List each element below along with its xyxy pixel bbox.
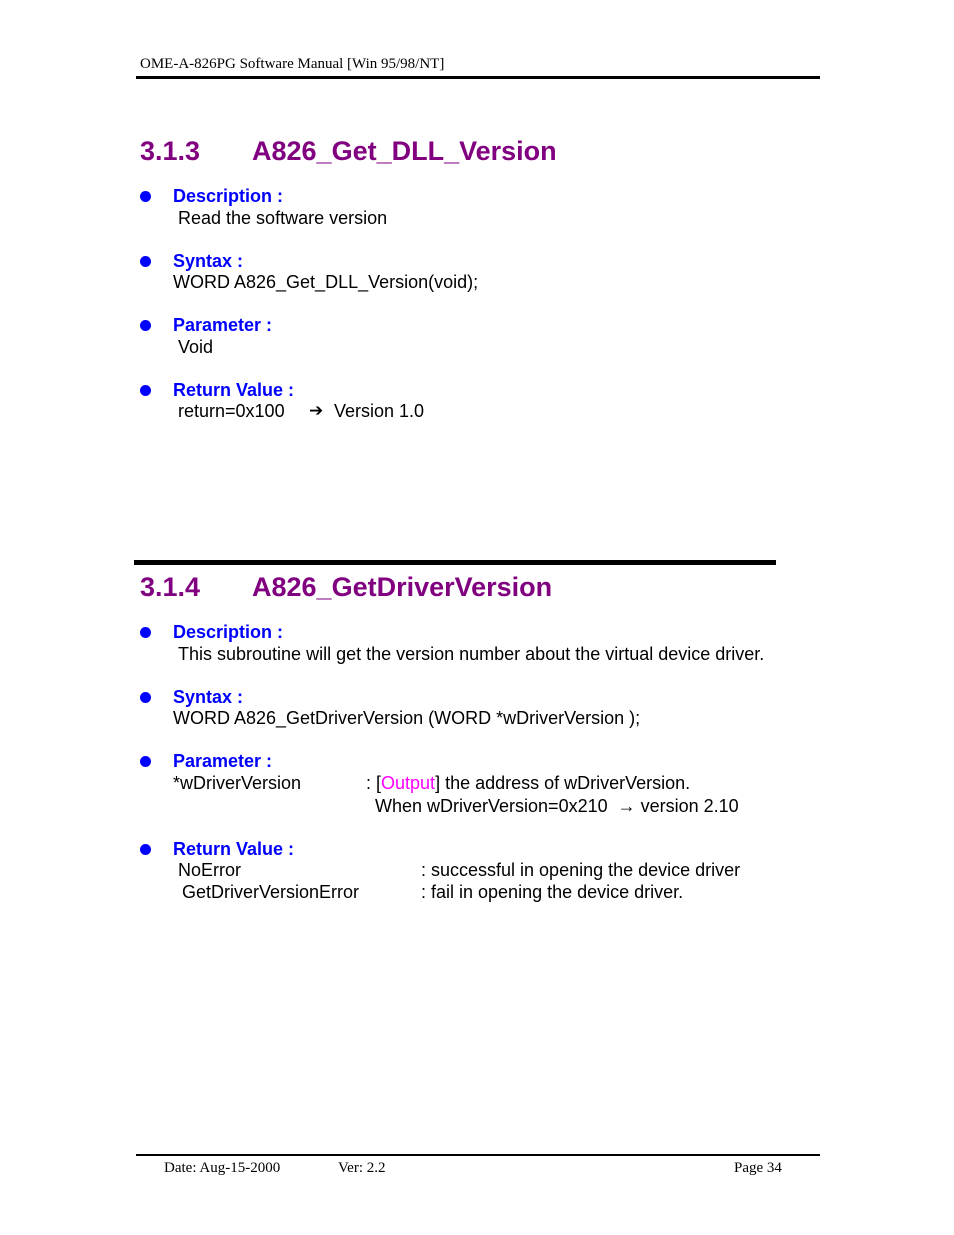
header-rule: [136, 76, 820, 79]
description-label: Description :: [173, 186, 284, 206]
description-label: Description :: [173, 622, 284, 642]
bullet-icon: [140, 844, 151, 855]
parameter-name: *wDriverVersion: [173, 773, 302, 793]
param-output-tag: Output: [381, 773, 436, 793]
description-text: This subroutine will get the version number about the virtual device driver.: [178, 644, 765, 664]
arrow-right-icon: →: [617, 796, 636, 816]
description-text: Read the software version: [178, 208, 388, 228]
footer-page-number: Page 34: [734, 1160, 782, 1176]
param-prefix: : [: [366, 773, 382, 793]
footer-version: Ver: 2.2: [338, 1160, 386, 1176]
bullet-icon: [140, 320, 151, 331]
section-divider: [134, 560, 776, 565]
return-label: Return Value :: [173, 380, 295, 400]
param-suffix: ] the address of wDriverVersion.: [435, 773, 691, 793]
section-heading: [140, 136, 557, 167]
param-note-version: version 2.10: [640, 796, 739, 816]
section-title: A826_GetDriverVersion: [252, 572, 553, 602]
syntax-text: WORD A826_Get_DLL_Version(void);: [173, 272, 479, 292]
footer-date: Date: Aug-15-2000: [164, 1160, 281, 1176]
bullet-icon: [140, 756, 151, 767]
return-desc-text: Version 1.0: [334, 401, 425, 421]
running-header: OME-A-826PG Software Manual [Win 95/98/NT]: [140, 56, 445, 72]
return-name: GetDriverVersionError: [182, 882, 360, 902]
return-desc: : fail in opening the device driver.: [421, 882, 684, 902]
bullet-icon: [140, 256, 151, 267]
parameter-desc: [366, 773, 690, 794]
return-value-text: return=0x100: [178, 401, 285, 421]
return-desc: : successful in opening the device driver: [421, 860, 741, 880]
syntax-text: WORD A826_GetDriverVersion (WORD *wDriverVersion );: [173, 708, 641, 728]
footer-rule: [136, 1154, 820, 1156]
parameter-label: Parameter :: [173, 751, 273, 771]
parameter-note: [375, 796, 739, 817]
parameter-label: Parameter :: [173, 315, 273, 335]
bullet-icon: [140, 385, 151, 396]
section-number: 3.1.3: [140, 136, 201, 166]
section-number: 3.1.4: [140, 572, 201, 602]
section-title: A826_Get_DLL_Version: [252, 136, 557, 166]
arrow-right-icon: ➔: [309, 401, 324, 421]
param-note-text: When wDriverVersion=0x210: [375, 796, 608, 816]
section-heading: [140, 572, 552, 603]
bullet-icon: [140, 627, 151, 638]
syntax-label: Syntax :: [173, 251, 244, 271]
bullet-icon: [140, 191, 151, 202]
bullet-icon: [140, 692, 151, 703]
parameter-text: Void: [178, 337, 214, 357]
return-name: NoError: [178, 860, 242, 880]
return-label: Return Value :: [173, 839, 295, 859]
syntax-label: Syntax :: [173, 687, 244, 707]
